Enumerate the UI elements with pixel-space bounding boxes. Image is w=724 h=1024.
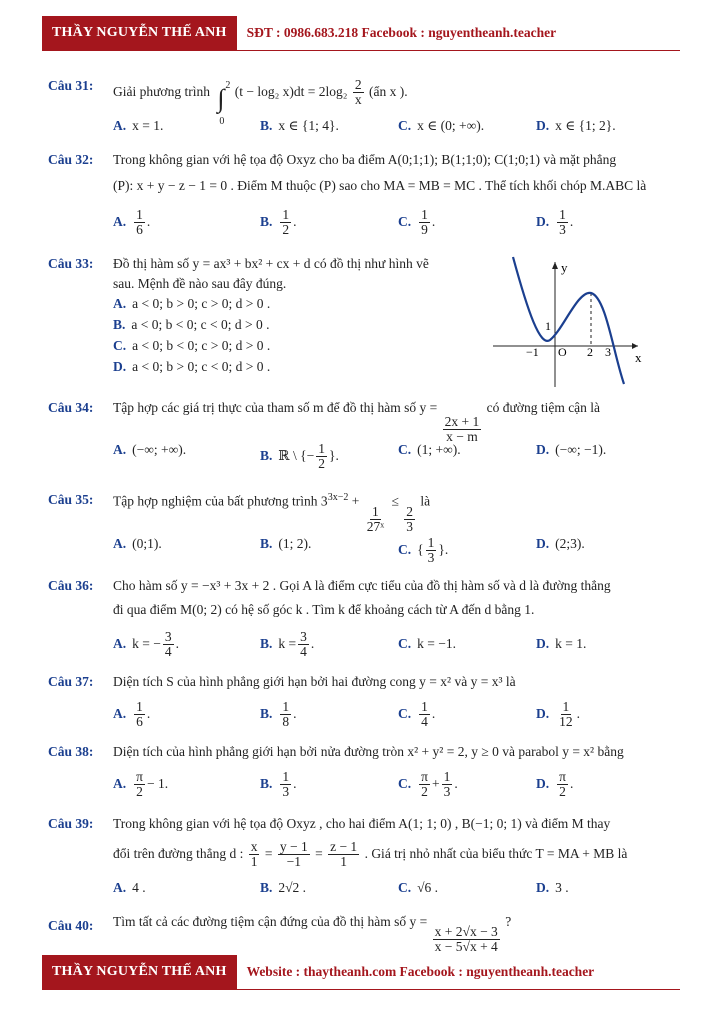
question-number: Câu 39:	[48, 816, 94, 831]
option-a[interactable]: A. $\frac{\pi}{2}$ − 1.	[113, 769, 169, 800]
y-label: y	[561, 260, 568, 275]
question-number: Câu 37:	[48, 674, 94, 689]
question-text-line1: Đồ thị hàm số y = ax³ + bx² + cx + d có đồ thị như hình vẽ	[113, 256, 429, 271]
option-a[interactable]: A. (−∞; +∞).	[113, 442, 187, 457]
option-d[interactable]: D. a < 0; b > 0; c < 0; d > 0 .	[113, 359, 271, 374]
question-38	[48, 742, 680, 812]
question-number: Câu 34:	[48, 400, 94, 415]
cubic-curve	[513, 257, 624, 384]
option-a[interactable]: A. $\frac{1}{6}$ .	[113, 207, 151, 238]
question-number: Câu 35:	[48, 492, 94, 507]
question-34	[48, 392, 680, 472]
header-author: THẦY NGUYỄN THẾ ANH	[42, 16, 237, 50]
option-b[interactable]: B. k = $\frac{3}{4}$ .	[260, 629, 315, 660]
option-b[interactable]: B. a < 0; b < 0; c < 0; d > 0 .	[113, 317, 270, 332]
option-d[interactable]: D. k = 1.	[536, 636, 587, 651]
option-a[interactable]: A. k = − $\frac{3}{4}$ .	[113, 629, 179, 660]
option-c[interactable]: C. $\frac{1}{9}$ .	[398, 207, 436, 238]
option-c[interactable]: C. a < 0; b < 0; c > 0; d > 0 .	[113, 338, 271, 353]
question-text: Giải phương trình ∫ 2 0 (t − log₂ x)dt = 2log₂ $\frac{2}{x}$ (ẩn x ).	[113, 77, 408, 127]
option-d[interactable]: D. x ∈ {1; 2}.	[536, 118, 616, 133]
option-a[interactable]: A. $\frac{1}{6}$ .	[113, 699, 151, 730]
question-text-line1: Trong không gian với hệ tọa độ Oxyz , cho hai điểm A(1; 1; 0) , B(−1; 0; 1) và điểm M thay	[113, 816, 611, 831]
option-b[interactable]: B. 2√2 .	[260, 880, 307, 895]
option-b[interactable]: B. ℝ \ {− $\frac{1}{2}$ }.	[260, 441, 339, 472]
option-b[interactable]: B. x ∈ {1; 4}.	[260, 118, 339, 133]
option-b[interactable]: B. (1; 2).	[260, 536, 312, 551]
question-text-line2: sau. Mệnh đề nào sau đây đúng.	[113, 276, 287, 291]
option-d[interactable]: D. (2;3).	[536, 536, 585, 551]
option-c[interactable]: C. √6 .	[398, 880, 439, 895]
question-number: Câu 40:	[48, 918, 94, 933]
option-c[interactable]: C. $\frac{\pi}{2}$ + $\frac{1}{3}$ .	[398, 769, 458, 800]
question-40	[48, 908, 680, 955]
header-rule	[42, 50, 680, 51]
question-number: Câu 33:	[48, 256, 94, 271]
x-axis-arrow	[632, 343, 638, 349]
question-text: Tập hợp các giá trị thực của tham số m để đồ thị hàm số y = $\frac{2x + 1}{x - m}$ có đường tiệm cận là	[113, 400, 601, 445]
question-text: Tập hợp nghiệm của bất phương trình $3^{3x-2}$ + $\frac{1}{\text{27ˣ}}$ ≤ $\frac{2}{3}$ là	[113, 492, 431, 534]
question-text-line2: (P): x + y − z − 1 = 0 . Điểm M thuộc (P) sao cho MA = MB = MC . Thể tích khối chóp M.ABC là	[113, 178, 647, 193]
x-label: x	[635, 350, 642, 365]
tick-label-1: 1	[545, 319, 551, 333]
question-36	[48, 576, 680, 666]
option-c[interactable]: C. $\frac{1}{4}$ .	[398, 699, 436, 730]
option-c[interactable]: C. { $\frac{1}{3}$ }.	[398, 535, 449, 566]
option-b[interactable]: B. $\frac{1}{3}$ .	[260, 769, 297, 800]
fraction: $\frac{2}{x}$	[354, 77, 362, 108]
footer-author: THẦY NGUYỄN THẾ ANH	[42, 955, 237, 989]
question-number: Câu 32:	[48, 152, 94, 167]
y-axis-arrow	[552, 262, 558, 269]
option-a[interactable]: A. 4 .	[113, 880, 146, 895]
origin-label: O	[558, 345, 567, 359]
option-d[interactable]: D. $\frac{1}{12}$ .	[536, 699, 580, 730]
option-a[interactable]: A. (0;1).	[113, 536, 162, 551]
tick-label-minus-1: −1	[526, 345, 539, 359]
question-number: Câu 36:	[48, 578, 94, 593]
header-contact: SĐT : 0986.683.218 Facebook : nguyentheanh.teacher	[246, 25, 557, 40]
question-text-line2: đi qua điểm M(0; 2) có hệ số góc k . Tìm k để khoảng cách từ A đến d bằng 1.	[113, 602, 535, 617]
option-a[interactable]: A. a < 0; b > 0; c > 0; d > 0 .	[113, 296, 271, 311]
footer-rule	[42, 989, 680, 990]
question-text-line1: Cho hàm số y = −x³ + 3x + 2 . Gọi A là điểm cực tiểu của đồ thị hàm số và d là đường thẳng	[113, 578, 611, 593]
question-text-line1: Trong không gian với hệ tọa độ Oxyz cho ba điểm A(0;1;1); B(1;1;0); C(1;0;1) và mặt phẳng	[113, 152, 617, 167]
option-d[interactable]: D. 3 .	[536, 880, 569, 895]
page-header	[42, 16, 680, 50]
question-text: Diện tích S của hình phẳng giới hạn bởi hai đường cong y = x² và y = x³ là	[113, 674, 516, 689]
question-35	[48, 484, 680, 564]
option-d[interactable]: D. $\frac{1}{3}$ .	[536, 207, 574, 238]
option-b[interactable]: B. $\frac{1}{2}$ .	[260, 207, 297, 238]
option-a[interactable]: A. x = 1.	[113, 118, 164, 133]
option-d[interactable]: D. $\frac{\pi}{2}$ .	[536, 769, 574, 800]
cubic-graph	[488, 252, 648, 392]
question-number: Câu 31:	[48, 78, 94, 93]
question-31	[48, 62, 680, 142]
question-text: Diện tích của hình phẳng giới hạn bởi nửa đường tròn x² + y² = 2, y ≥ 0 và parabol y = x² bằng	[113, 744, 624, 759]
option-c[interactable]: C. x ∈ (0; +∞).	[398, 118, 485, 133]
question-32	[48, 150, 680, 245]
option-d[interactable]: D. (−∞; −1).	[536, 442, 607, 457]
tick-label-3: 3	[605, 345, 611, 359]
question-text-line2: đổi trên đường thẳng d : $\frac{x}{1}$ = $\frac{y - 1}{-1}$ = $\frac{z - 1}{1}$ . Giá trị nhỏ nhất của biểu thức T = MA + MB là	[113, 839, 628, 870]
question-text: Tìm tất cả các đường tiệm cận đứng của đồ thị hàm số y = $\frac{x + 2√x - 3}{x - 5√x + 4}$ ?	[113, 914, 512, 955]
option-c[interactable]: C. k = −1.	[398, 636, 456, 651]
option-c[interactable]: C. (1; +∞).	[398, 442, 461, 457]
page-footer	[42, 955, 680, 989]
option-b[interactable]: B. $\frac{1}{8}$ .	[260, 699, 297, 730]
footer-contact: Website : thaytheanh.com Facebook : nguyentheanh.teacher	[246, 964, 595, 979]
question-number: Câu 38:	[48, 744, 94, 759]
question-37	[48, 672, 680, 742]
tick-label-2: 2	[587, 345, 593, 359]
question-39	[48, 814, 680, 894]
